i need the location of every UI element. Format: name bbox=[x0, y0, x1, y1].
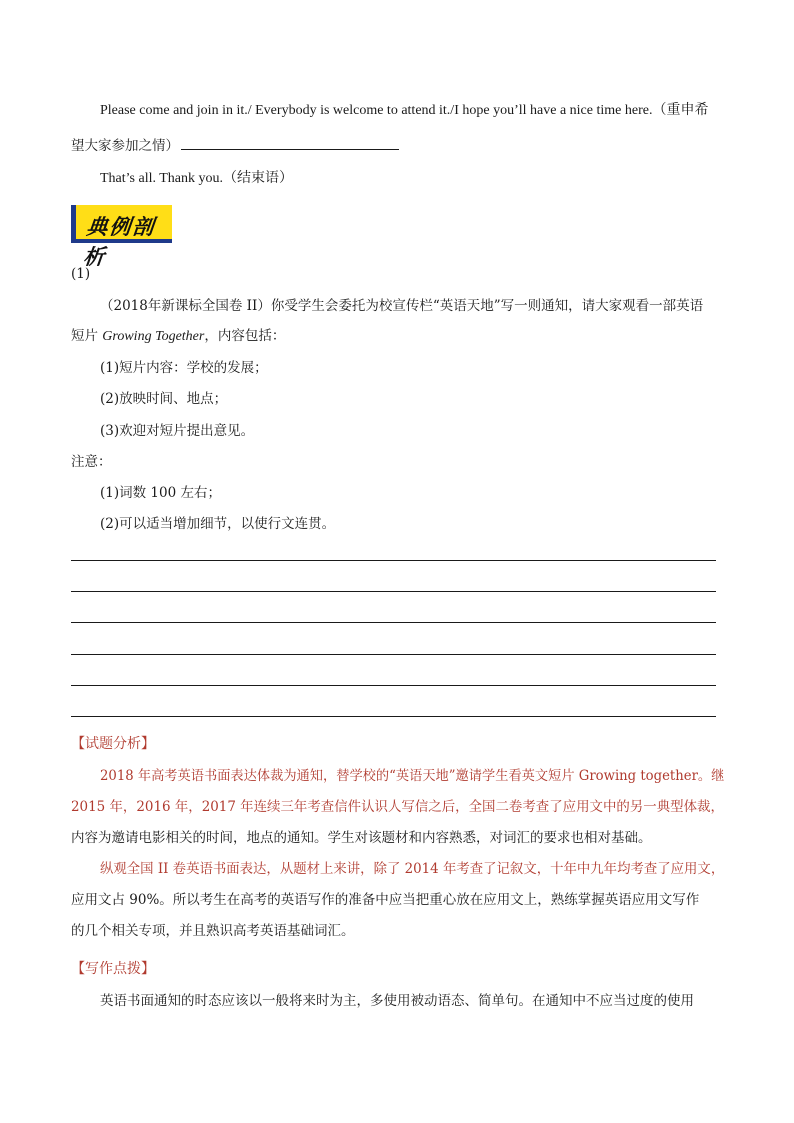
writing-line[interactable] bbox=[71, 654, 716, 655]
intro-line-2-text: 望大家参加之情） bbox=[71, 138, 179, 154]
example-prompt-line-1: （2018年新课标全国卷 II）你受学生会委托为校宣传栏“英语天地”写一则通知，请大家观看一部英语 bbox=[100, 298, 704, 314]
writing-line[interactable] bbox=[71, 685, 716, 686]
prompt-pre: 短片 bbox=[71, 328, 103, 344]
note-label: 注意： bbox=[71, 454, 112, 470]
intro-closing: That’s all. Thank you.（结束语） bbox=[100, 171, 293, 186]
analysis-line-text: 2015 年，2016 年，2017 年连续三年考查信件认识人写信之后，全国二卷考查了应用文中的另一典型体裁， bbox=[71, 799, 724, 815]
intro-line-2 bbox=[71, 135, 399, 156]
note-item: (2)可以适当增加细节，以使行文连贯。 bbox=[100, 516, 336, 532]
analysis-line: 应用文占 90%。所以考生在高考的英语写作的准备中应当把重心放在应用文上，熟练掌握英语应用文写作 bbox=[71, 892, 700, 908]
note-item: (1)词数 100 左右； bbox=[100, 485, 221, 501]
prompt-post: ，内容包括： bbox=[204, 328, 286, 344]
answer-blank[interactable] bbox=[181, 135, 399, 150]
writing-line[interactable] bbox=[71, 622, 716, 623]
example-prompt-line-2 bbox=[71, 326, 285, 347]
section-badge-label: 典例剖析 bbox=[82, 214, 157, 269]
analysis-line bbox=[100, 859, 724, 879]
writing-line[interactable] bbox=[71, 716, 716, 717]
intro-line-1: Please come and join in it./ Everybody is welcome to attend it./I hope you’ll have a nice time here.（重申希 bbox=[100, 103, 709, 118]
analysis-line bbox=[100, 766, 724, 786]
content-item: (3)欢迎对短片提出意见。 bbox=[100, 423, 255, 439]
content-item: (2)放映时间、地点； bbox=[100, 391, 228, 407]
content-item: (1)短片内容：学校的发展； bbox=[100, 360, 268, 376]
tips-heading: 【写作点拨】 bbox=[71, 961, 155, 977]
analysis-line-text: 纵观全国 II 卷英语书面表达，从题材上来讲，除了 2014 年考查了记叙文，十年中九年均考查了应用文， bbox=[100, 861, 725, 877]
analysis-line: 内容为邀请电影相关的时间，地点的通知。学生对该题材和内容熟悉，对词汇的要求也相对基础。 bbox=[71, 830, 652, 846]
writing-line[interactable] bbox=[71, 560, 716, 561]
writing-line[interactable] bbox=[71, 591, 716, 592]
example-number: (1) bbox=[71, 266, 91, 282]
section-badge bbox=[71, 205, 172, 269]
film-title: Growing Together bbox=[102, 329, 205, 344]
tips-line: 英语书面通知的时态应该以一般将来时为主，多使用被动语态、简单句。在通知中不应当过度的使用 bbox=[100, 993, 694, 1009]
analysis-heading: 【试题分析】 bbox=[71, 736, 155, 752]
analysis-line: 的几个相关专项，并且熟识高考英语基础词汇。 bbox=[71, 923, 355, 939]
section-badge-underline bbox=[71, 239, 172, 243]
analysis-line bbox=[71, 797, 724, 817]
analysis-line-text: 2018 年高考英语书面表达体裁为通知，替学校的“英语天地”邀请学生看英文短片 Growing together。继 bbox=[100, 768, 725, 784]
